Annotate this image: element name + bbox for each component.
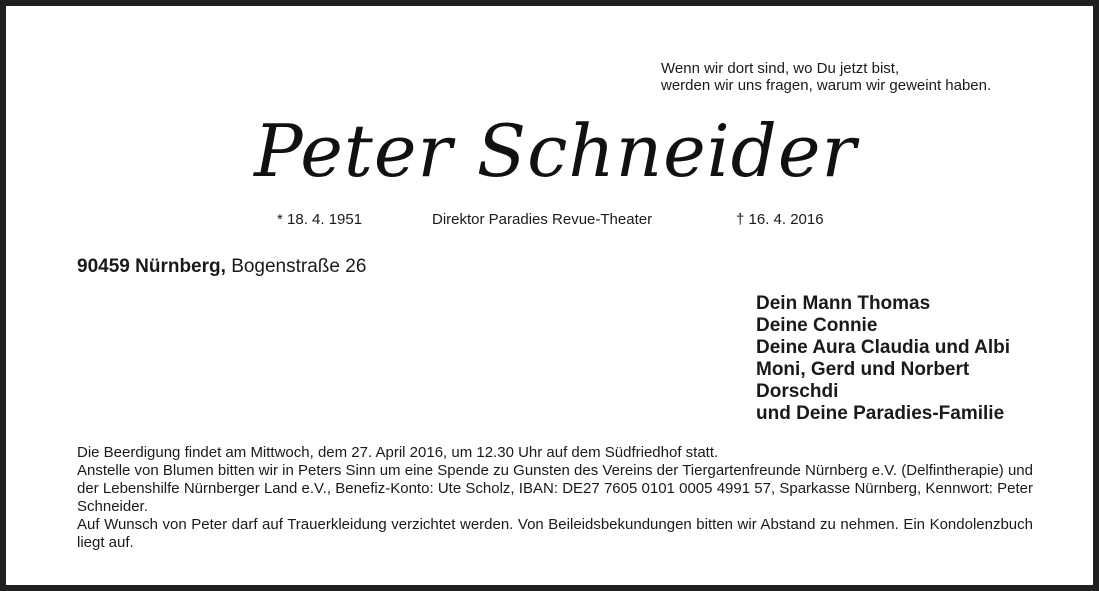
- mourner: Dorschdi: [756, 381, 839, 402]
- mourner: Deine Aura Claudia und Albi: [756, 337, 1011, 358]
- address-street: Bogenstraße 26: [231, 256, 367, 277]
- birth-date: * 18. 4. 1951: [277, 211, 363, 228]
- funeral-notice: Die Beerdigung findet am Mittwoch, dem 27. April 2016, um 12.30 Uhr auf dem Südfriedhof statt.: [77, 444, 719, 461]
- quote-line-1: Wenn wir dort sind, wo Du jetzt bist,: [661, 60, 900, 77]
- deceased-name: Peter Schneider: [254, 109, 857, 193]
- quote-line-2: werden wir uns fragen, warum wir geweint haben.: [661, 77, 992, 94]
- mourner: Deine Connie: [756, 315, 878, 336]
- donation-notice: Anstelle von Blumen bitten wir in Peters Sinn um eine Spende zu Gunsten des Vereins der Tiergartenfreunde Nürnberg e.V. (Delfintherapie) und der Lebenshilfe Nürnberger Land e.V., Benefiz-Konto: Ute Scholz, IBAN: DE27 7605 0101 0005 4991 57, Sparkasse Nürnberg, Kennwort: Peter Schneider.: [77, 462, 1033, 515]
- memorial-quote: [661, 60, 991, 94]
- deceased-role: Direktor Paradies Revue-Theater: [432, 211, 653, 228]
- mourner: und Deine Paradies-Familie: [756, 403, 1005, 424]
- wishes-notice: Auf Wunsch von Peter darf auf Trauerkleidung verzichtet werden. Von Beileidsbekundungen bitten wir Abstand zu nehmen. Ein Kondolenzbuch liegt auf.: [77, 516, 1033, 551]
- notice-text: [77, 444, 1033, 552]
- mourner: Dein Mann Thomas: [756, 293, 931, 314]
- address-city: 90459 Nürnberg,: [77, 256, 226, 277]
- address: [77, 256, 366, 278]
- mourner: Moni, Gerd und Norbert: [756, 359, 970, 380]
- mourners-list: [756, 293, 1010, 425]
- death-date: † 16. 4. 2016: [736, 211, 824, 228]
